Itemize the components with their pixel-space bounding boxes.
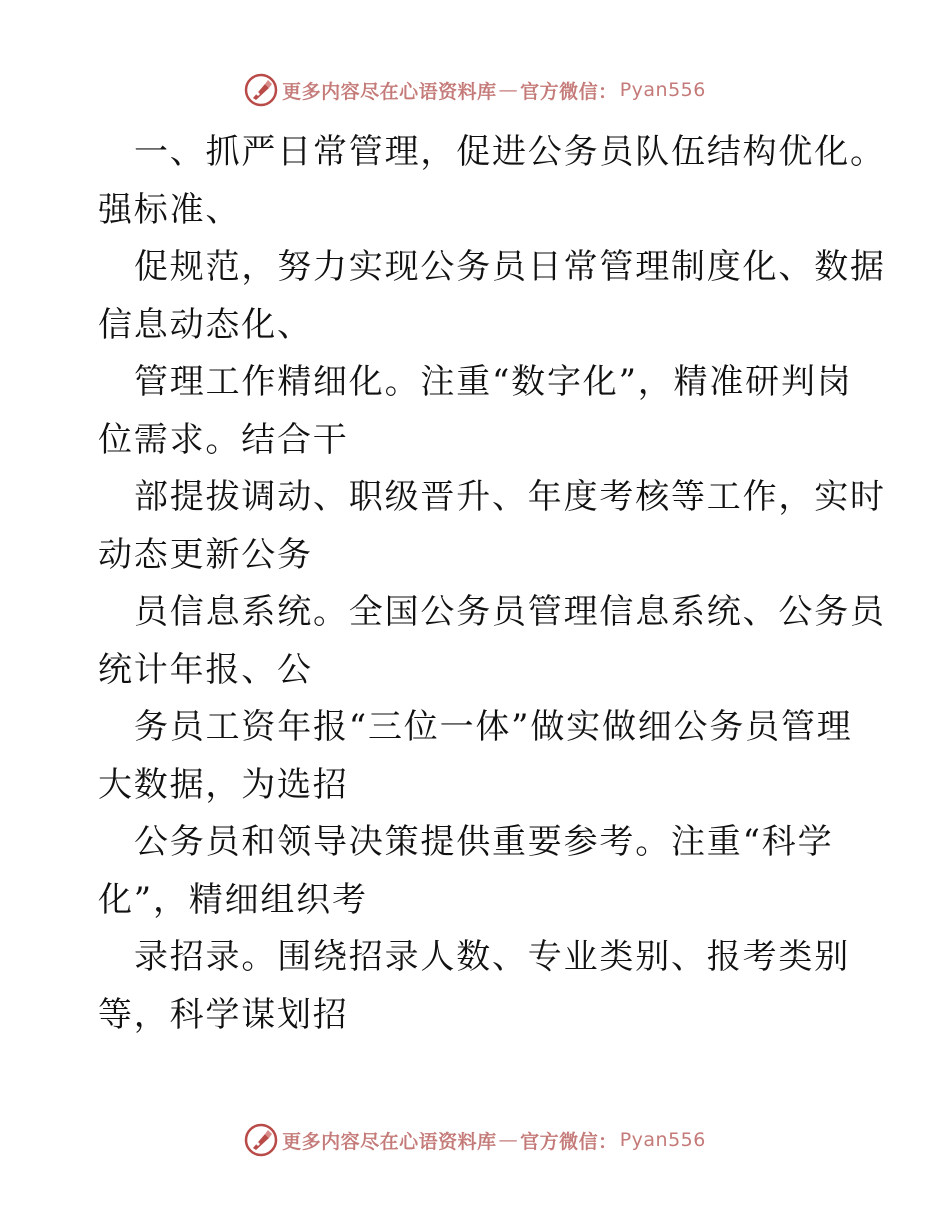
watermark-dash: — — [498, 79, 519, 101]
text-line: 位需求。结合干 — [98, 419, 349, 460]
watermark-dash: — — [498, 1129, 519, 1151]
text-line: 员信息系统。全国公务员管理信息系统、公务员 — [134, 592, 886, 632]
watermark-account: Pyan556 — [619, 79, 706, 101]
footer-watermark — [0, 1120, 950, 1160]
text-line: 强标准、 — [98, 189, 242, 230]
pen-nib-logo-icon — [244, 1123, 278, 1157]
watermark-site-text: 更多内容尽在心语资料库 — [282, 80, 497, 103]
text-line: 务员工资年报“三位一体”做实做细公务员管理 — [134, 707, 853, 747]
text-line: 公务员和领导决策提供重要参考。注重“科学 — [134, 822, 834, 862]
watermark-site-text: 更多内容尽在心语资料库 — [282, 1130, 497, 1153]
watermark-contact-label: 官方微信： — [520, 1130, 618, 1153]
text-line: 统计年报、公 — [98, 649, 313, 690]
watermark-contact-label: 官方微信： — [520, 80, 618, 103]
watermark-account: Pyan556 — [619, 1129, 706, 1151]
text-line: 大数据，为选招 — [98, 764, 349, 805]
pen-nib-logo-icon — [244, 73, 278, 107]
text-line: 化”，精细组织考 — [98, 879, 368, 920]
text-line: 部提拔调动、职级晋升、年度考核等工作，实时 — [134, 477, 886, 517]
text-line: 动态更新公务 — [98, 534, 313, 575]
text-line: 录招录。围绕招录人数、专业类别、报考类别 — [134, 937, 850, 977]
text-line: 管理工作精细化。注重“数字化”，精准研判岗 — [134, 362, 853, 402]
text-line: 等，科学谋划招 — [98, 994, 349, 1035]
document-body — [98, 124, 886, 1044]
text-line: 促规范，努力实现公务员日常管理制度化、数据 — [134, 247, 886, 287]
header-watermark — [0, 70, 950, 110]
text-line: 信息动态化、 — [98, 304, 313, 345]
text-line: 一、抓严日常管理，促进公务员队伍结构优化。 — [134, 132, 886, 172]
